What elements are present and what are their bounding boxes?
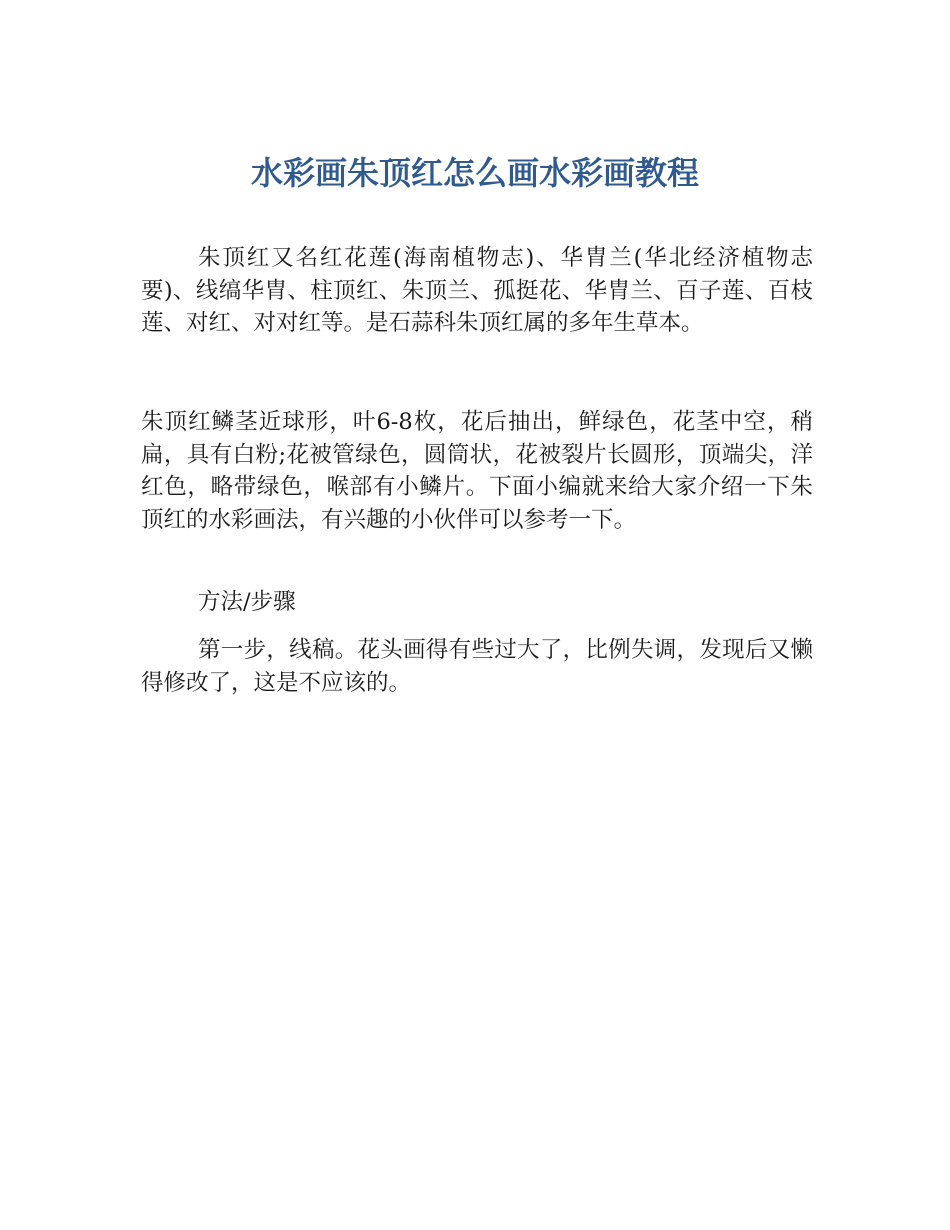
paragraph-intro: 朱顶红又名红花莲(海南植物志)、华胄兰(华北经济植物志要)、线缟华胄、柱顶红、朱顶兰、孤挺花、华胄兰、百子莲、百枝莲、对红、对对红等。是石蒜科朱顶红属的多年生草本。 [141, 245, 813, 336]
section-heading-steps: 方法/步骤 [198, 589, 296, 615]
paragraph-step-one: 第一步，线稿。花头画得有些过大了，比例失调，发现后又懒得修改了，这是不应该的。 [141, 637, 813, 696]
document-title: 水彩画朱顶红怎么画水彩画教程 [250, 154, 699, 192]
paragraph-description: 朱顶红鳞茎近球形，叶6-8枚，花后抽出，鲜绿色，花茎中空，稍扁，具有白粉;花被管绿色，圆筒状，花被裂片长圆形，顶端尖，洋红色，略带绿色，喉部有小鳞片。下面小编就来给大家介绍一下朱顶红的水彩画法，有兴趣的小伙伴可以参考一下。 [141, 409, 813, 533]
